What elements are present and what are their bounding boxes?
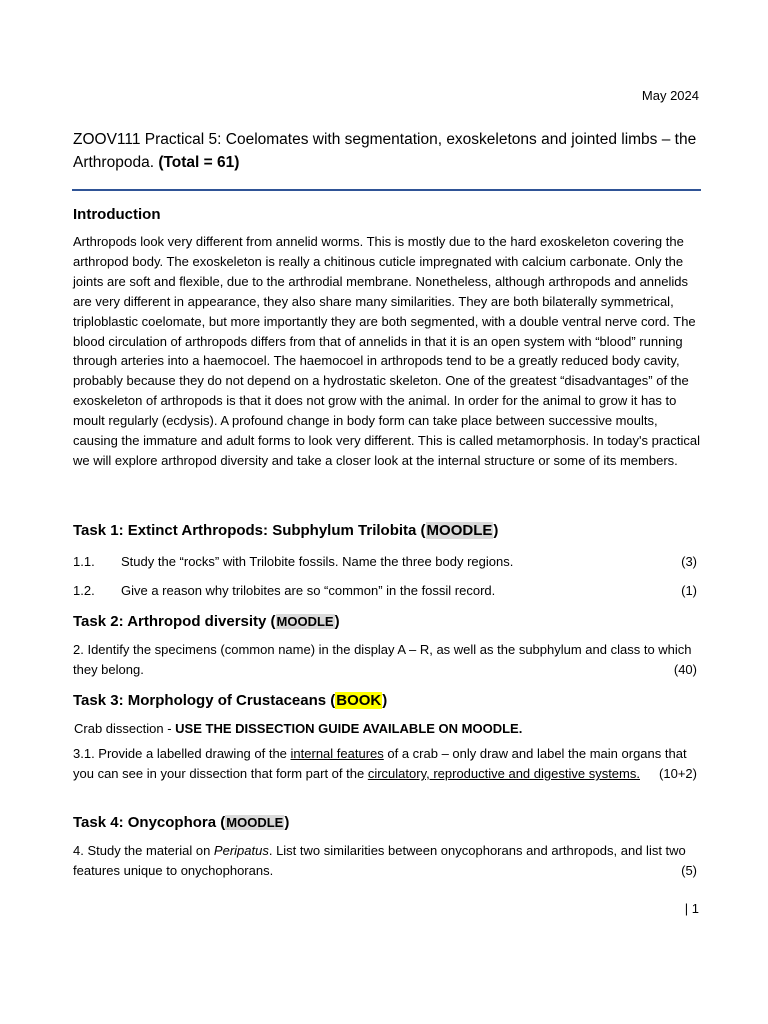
question-text: Study the “rocks” with Trilobite fossils. Name the three body regions.	[121, 554, 514, 569]
title-text: ZOOV111 Practical 5: Coelomates with segmentation, exoskeletons and jointed limbs – the Arthropoda.	[73, 131, 697, 171]
task1-heading-close: )	[493, 522, 499, 539]
task2-heading-text: Task 2: Arthropod diversity (	[73, 613, 276, 630]
question-text-start: 4. Study the material on	[73, 843, 214, 858]
introduction-heading: Introduction	[73, 206, 161, 223]
question-number: 1.1.	[73, 554, 95, 569]
question-text: Give a reason why trilobites are so “common” in the fossil record.	[121, 583, 496, 598]
title-divider	[72, 189, 701, 191]
task1-heading-text: Task 1: Extinct Arthropods: Subphylum Trilobita (	[73, 522, 426, 539]
task3-question	[73, 744, 697, 784]
task3-heading-close: )	[382, 692, 388, 709]
task2-heading-close: )	[334, 613, 340, 630]
task3-heading	[73, 692, 387, 709]
question-text-middle: of a crab – only draw and label the main organs that you can see in your dissection that form part of the	[73, 746, 687, 781]
question-marks: (3)	[681, 554, 697, 569]
question-marks: (10+2)	[659, 766, 697, 781]
task3-book-tag: BOOK	[336, 692, 382, 709]
task1-heading	[73, 522, 498, 539]
dissection-guide-note: USE THE DISSECTION GUIDE AVAILABLE ON MOODLE.	[175, 721, 523, 736]
task2-question	[73, 640, 697, 680]
question-marks: (40)	[673, 662, 697, 677]
crab-dissection-label: Crab dissection -	[74, 721, 176, 736]
systems-underlined: circulatory, reproductive and digestive systems.	[367, 766, 640, 781]
page-number: | 1	[684, 901, 699, 916]
title-total: (Total = 61)	[158, 154, 240, 171]
question-marks: (1)	[681, 583, 697, 598]
document-date: May 2024	[641, 88, 699, 103]
crab-dissection-note	[74, 719, 522, 739]
question-text-end: . List two similarities between onycophorans and arthropods, and list two features unique to onychophorans.	[73, 843, 686, 878]
task4-question	[73, 841, 697, 881]
task4-moodle-tag: MOODLE	[226, 815, 284, 830]
task4-heading-text: Task 4: Onycophora (	[73, 814, 226, 831]
task1-moodle-tag: MOODLE	[426, 522, 493, 539]
question-number: 1.2.	[73, 583, 95, 598]
peripatus-italic: Peripatus	[213, 843, 269, 858]
question-marks: (5)	[681, 863, 697, 878]
task4-heading-close: )	[284, 814, 290, 831]
practical-title	[73, 128, 700, 174]
internal-features-underlined: internal features	[290, 746, 384, 761]
question-text-start: 3.1. Provide a labelled drawing of the	[73, 746, 291, 761]
task2-moodle-tag: MOODLE	[276, 614, 334, 629]
task3-heading-text: Task 3: Morphology of Crustaceans (	[73, 692, 336, 709]
document-page	[73, 0, 700, 1024]
task2-heading	[73, 613, 340, 630]
introduction-text: Arthropods look very different from annelid worms. This is mostly due to the hard exoskeleton covering the arthropod body. The exoskeleton is really a chitinous cuticle impregnated with calcium carbonate. Only the joints are soft and flexible, due to the arthrodial membrane. Nonetheless, although arthropods and annelids are very different in appearance, they also share many similarities. They are both bilaterally symmetrical, triploblastic coelomate, but more importantly they are both segmented, with a double ventral nerve cord. The blood circulation of arthropods differs from that of annelids in that it is an open system with “blood” running through arteries into a haemocoel. The haemocoel in arthropods tend to be a greatly reduced body cavity, probably because they do not depend on a hydrostatic skeleton. One of the greatest “disadvantages” of the exoskeleton of arthropods is that it does not grow with the animal. In order for the animal to grow it has to moult regularly (ecdysis). A profound change in body form can take place between successive moults, causing the immature and adult forms to look very different. This is called metamorphosis. In today's practical we will explore arthropod diversity and take a closer look at the internal structure or some of its members.	[73, 234, 701, 468]
task4-heading	[73, 814, 289, 831]
question-text: 2. Identify the specimens (common name) in the display A – R, as well as the subphylum and class to which they belong.	[73, 642, 692, 677]
